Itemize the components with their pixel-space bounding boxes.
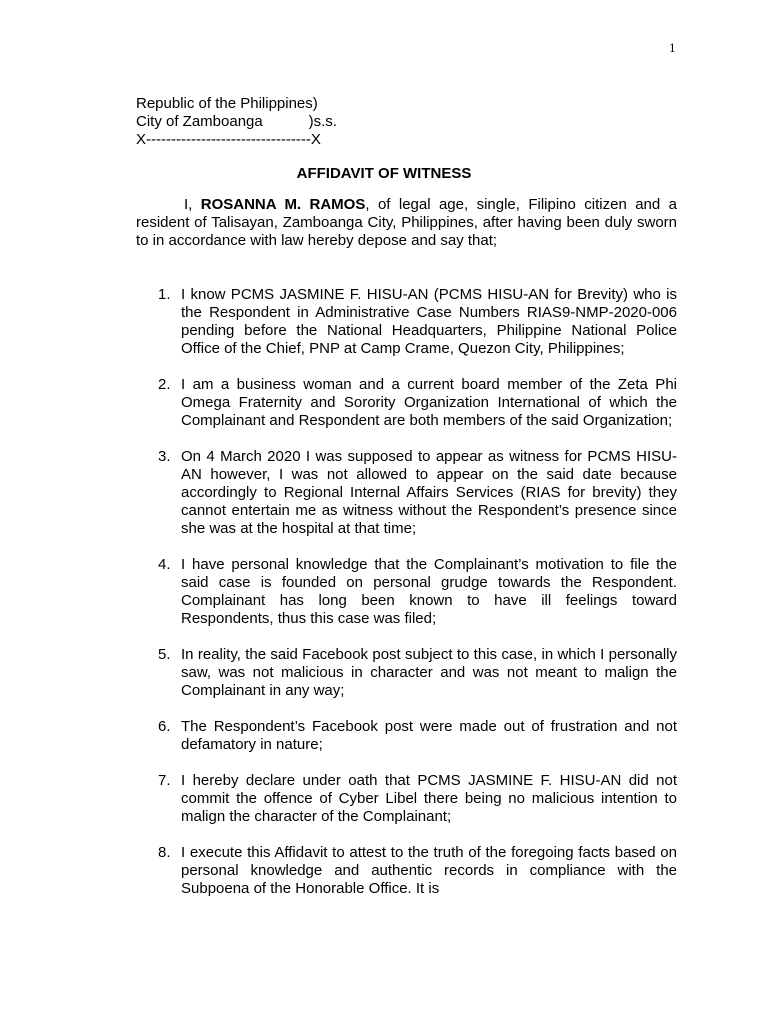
list-item [136,556,677,628]
item-text: I know PCMS JASMINE F. HISU-AN (PCMS HISU-AN for Brevity) who is the Respondent in Administrative Case Numbers RIAS9-NMP-2020-006 pending before the National Headquarters, Philippine National Police Office of the Chief, PNP at Camp Crame, Quezon City, Philippines; [181,286,677,357]
list-item [136,844,677,898]
item-text: The Respondent’s Facebook post were made out of frustration and not defamatory in nature; [181,718,677,753]
list-item [136,376,677,430]
list-item [136,646,677,700]
list-item [136,448,677,538]
item-number: 7. [158,772,171,789]
item-number: 6. [158,718,171,735]
document-title: AFFIDAVIT OF WITNESS [296,165,472,182]
item-text: I hereby declare under oath that PCMS JASMINE F. HISU-AN did not commit the offence of Cyber Libel there being no malicious intention to malign the character of the Complainant; [181,772,677,825]
item-text: I have personal knowledge that the Complainant’s motivation to file the said case is founded on personal grudge towards the Respondent. Complainant has long been known to have ill feelings toward Respondents, thus this case was filed; [181,556,677,627]
caption-line-city: City of Zamboanga )s.s. [136,113,337,130]
page-number: 1 [669,40,676,55]
item-number: 4. [158,556,171,573]
item-number: 1. [158,286,171,303]
item-number: 3. [158,448,171,465]
intro-prefix: I, [184,196,201,213]
item-text: I am a business woman and a current board member of the Zeta Phi Omega Fraternity and Sorority Organization International of which the Complainant and Respondent are both members of the said Organization; [181,376,677,429]
list-item [136,286,677,358]
item-number: 5. [158,646,171,663]
deposition-list [136,286,677,898]
case-caption [136,95,337,149]
affiant-name: ROSANNA M. RAMOS [200,196,366,213]
item-text: In reality, the said Facebook post subject to this case, in which I personally saw, was not malicious in character and was not meant to malign the Complainant in any way; [181,646,677,699]
item-number: 8. [158,844,171,861]
intro-paragraph [136,196,677,250]
item-text: On 4 March 2020 I was supposed to appear as witness for PCMS HISU-AN however, I was not allowed to appear on the said date because accordingly to Regional Internal Affairs Services (RIAS for brevity) they cannot entertain me as witness without the Respondent’s presence since she was at the hospital at that time; [181,448,677,537]
item-text: I execute this Affidavit to attest to the truth of the foregoing facts based on personal knowledge and authentic records in compliance with the Subpoena of the Honorable Office. It is [181,844,677,897]
intro-rest: , of legal age, single, Filipino citizen and a resident of Talisayan, Zamboanga City, Philippines, after having been duly sworn to in accordance with law hereby depose and say that; [136,196,677,249]
list-item [136,718,677,754]
list-item [136,772,677,826]
caption-line-separator: X---------------------------------X [136,131,321,148]
item-number: 2. [158,376,171,393]
caption-line-republic: Republic of the Philippines) [136,95,318,112]
